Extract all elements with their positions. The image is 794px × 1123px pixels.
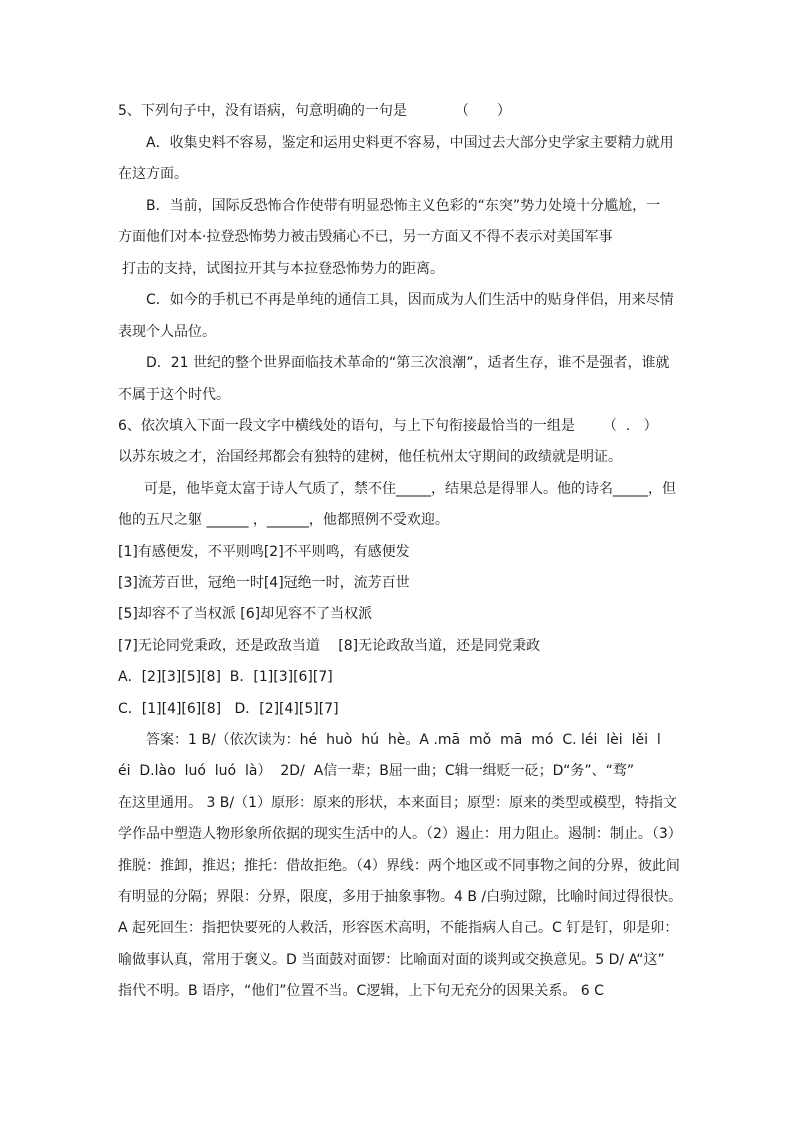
q5-option-c-line2: 表现个人品位。 xyxy=(118,324,216,340)
q5-answer-paren: （ ） xyxy=(454,103,511,119)
q6-passage-line3: 他的五尺之躯 ______ ，______，他都照例不受欢迎。 xyxy=(118,512,449,528)
q6-choices-line2: C．[1][4][6][8] D．[2][4][5][7] xyxy=(118,701,339,717)
q5-option-d-line2: 不属于这个时代。 xyxy=(118,387,230,403)
q6-items-line4: [7]无论同党秉政，还是政敌当道 [8]无论政敌当道，还是同党秉政 xyxy=(118,638,541,654)
q6-stem: 6、依次填入下面一段文字中横线处的语句，与上下句衔接最恰当的一组是 xyxy=(118,418,575,434)
q6-items-line1: [1]有感便发，不平则鸣[2]不平则鸣，有感便发 xyxy=(118,544,410,560)
answer-line9: 指代不明。B 语序，“他们”位置不当。C逻辑，上下句无充分的因果关系。 6 C xyxy=(118,983,604,999)
q5-option-d-line1: D．21 世纪的整个世界面临技术革命的“第三次浪潮”，适者生存，谁不是强者，谁就 xyxy=(146,355,670,371)
answer-line2: éi D.lào luó luó là） 2D/ A信一辈；B屈一曲；C辑一缉贬一砭；D“务”、“骛” xyxy=(118,763,635,779)
q5-stem-line xyxy=(118,101,511,121)
q5-option-b-line2: 方面他们对本·拉登恐怖势力被击毁痛心不已，另一方面又不得不表示对美国军事 xyxy=(118,229,613,245)
q6-items-line2: [3]流芳百世，冠绝一时[4]冠绝一时，流芳百世 xyxy=(118,575,410,591)
q5-option-a-line2: 在这方面。 xyxy=(118,166,188,182)
answer-line7: A 起死回生：指把快要死的人救活，形容医术高明，不能指病人自己。C 钉是钉，卯是卯： xyxy=(118,920,679,936)
q5-option-a-line1: A．收集史料不容易，鉴定和运用史料更不容易，中国过去大部分史学家主要精力就用 xyxy=(146,135,674,151)
answer-line8: 喻做事认真，常用于褒义。D 当面鼓对面锣：比喻面对面的谈判或交换意见。5 D/ A“这” xyxy=(118,952,665,968)
q6-items-line3: [5]却容不了当权派 [6]却见容不了当权派 xyxy=(118,606,373,622)
answer-line5: 推脱：推卸，推迟；推托：借故拒绝。（4）界线：两个地区或不同事物之间的分界，彼此间 xyxy=(118,858,680,874)
q6-answer-paren: （ . ） xyxy=(602,418,658,434)
q5-option-c-line1: C．如今的手机已不再是单纯的通信工具，因而成为人们生活中的贴身伴侣，用来尽情 xyxy=(146,292,674,308)
answer-line3: 在这里通用。 3 B/（1）原形：原来的形状，本来面目；原型：原来的类型或模型，特指文 xyxy=(118,795,678,811)
q6-choices-line1: A．[2][3][5][8] B．[1][3][6][7] xyxy=(118,669,333,685)
answer-line4: 学作品中塑造人物形象所依据的现实生活中的人。（2）遏止：用力阻止。遏制：制止。（3） xyxy=(118,826,682,842)
q6-passage-line2: 可是，他毕竟太富于诗人气质了，禁不住_____，结果总是得罪人。他的诗名_____，但 xyxy=(144,481,676,497)
q5-option-b-line1: B．当前，国际反恐怖合作使带有明显恐怖主义色彩的“东突”势力处境十分尴尬，一 xyxy=(146,198,661,214)
answer-line1: 答案：1 B/（依次读为：hé huò hú hè。A .mā mǒ mā mó C. léi lèi lěi l xyxy=(146,732,661,748)
q6-stem-line xyxy=(118,416,658,436)
q5-stem: 5、下列句子中，没有语病，句意明确的一句是 xyxy=(118,103,407,119)
answer-line6: 有明显的分隔；界限：分界，限度，多用于抽象事物。4 B /白驹过隙，比喻时间过得很快。 xyxy=(118,889,683,905)
q6-passage-line1: 以苏东坡之才，治国经邦都会有独特的建树，他任杭州太守期间的政绩就是明证。 xyxy=(118,449,622,465)
q5-option-b-line3: 打击的支持，试图拉开其与本拉登恐怖势力的距离。 xyxy=(122,261,444,277)
